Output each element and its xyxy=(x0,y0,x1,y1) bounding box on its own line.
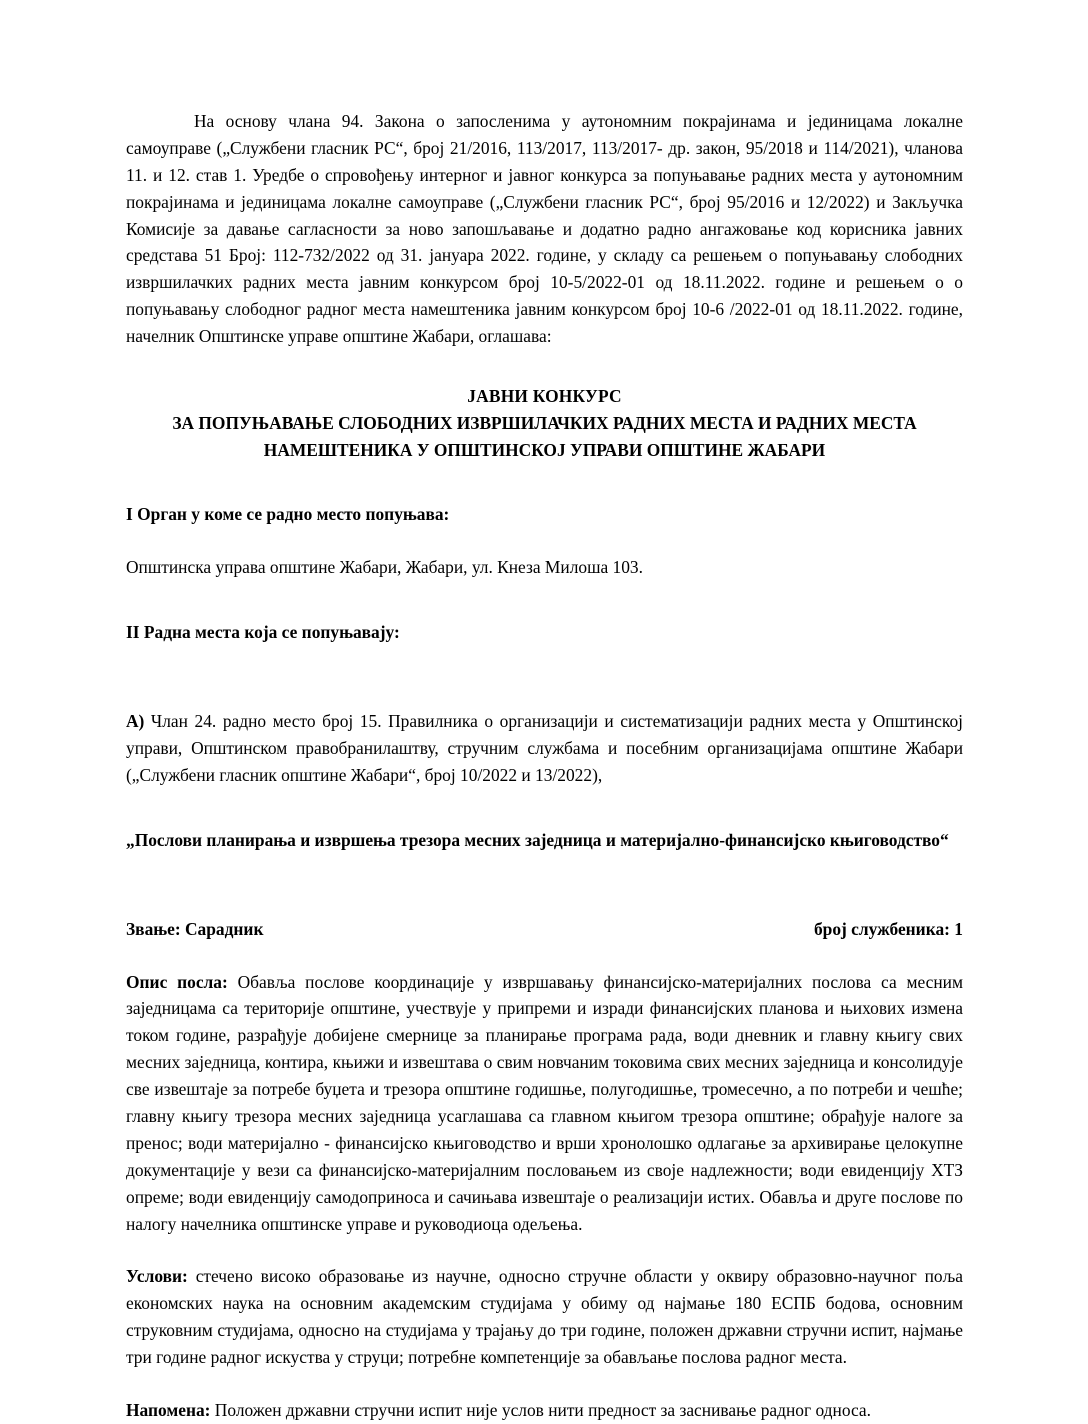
position-a-conditions-label: Услови: xyxy=(126,1266,188,1287)
position-a-note-label: Напомена: xyxy=(126,1400,211,1420)
section-one-body: Општинска управа општине Жабари, Жабари, ул. Кнеза Милоша 103. xyxy=(126,557,643,578)
spacer-before-job-title xyxy=(126,789,963,827)
spacer-before-rank xyxy=(126,854,963,916)
spacer-after-title xyxy=(126,463,963,501)
title-line-1: ЈАВНИ КОНКУРС xyxy=(467,386,622,407)
position-a-rank-row xyxy=(126,916,963,943)
spacer-before-description xyxy=(126,943,963,969)
section-two-heading: II Радна места која се попуњавају: xyxy=(126,622,400,643)
position-a-rank-label: Звање: Сарадник xyxy=(126,918,264,939)
spacer-section-one xyxy=(126,528,963,554)
position-a-count-label: број службеника: 1 xyxy=(813,918,963,939)
position-a-conditions xyxy=(126,1263,963,1371)
intro-paragraph: На основу члана 94. Закона о запосленима у аутономним покрајинама и јединицама локалне самоуправе („Службени гласник РС“, број 21/2016, 113/2017, 113/2017- др. закон, 95/2018 и 114/2021), чланова 11. и 12. став 1. Уредбе о спровођењу интерног и јавног конкурса за попуњавање радних места у аутономним покрајинама и јединицама локалне самоуправе („Службени гласник РС“, број 95/2016 и 12/2022) и Закључка Комисије за давање сагласности за ново запошљавање и додатно радно ангажовање код корисника јавних средстава 51 Број: 112-732/2022 од 31. јануара 2022. године, у складу са решењем о попуњавању слободних извршилачких радних места јавним конкурсом број 10-5/2022-01 од 18.11.2022. године и решењем о о попуњавању слободног радног места намештеника јавним конкурсом број 10-6 /2022-01 од 18.11.2022. године, начелник Општинске управе општине Жабари, оглашава: xyxy=(126,111,963,347)
position-a-legal-basis xyxy=(126,708,963,789)
position-a-note-text: Положен државни стручни испит није услов нити предност за заснивање радног односа. xyxy=(210,1400,871,1420)
spacer-before-section-two xyxy=(126,581,963,619)
position-a-note xyxy=(126,1397,963,1424)
announcement-title xyxy=(126,383,963,463)
position-a-description xyxy=(126,969,963,1238)
position-a-description-text: Обавља послове координације у извршавању финансијско-материјалних послова са месним заједницама са територије општине, учествује у припреми и изради финансијских планова и њихових измена током године, разрађује добијене смернице за планирање програма рада, води дневник и главну књигу свих месних заједница, контира, књижи и извештава о свим новчаним токовима свих месних заједница и консолидује све извештаје за потребе буџета и трезора општине годишње, полугодишње, тромесечно, а по потреби и чешће; главну књигу трезора месних заједница усаглашава са главном књигом трезора општине; обрађује налоге за пренос; води материјално - финансијско књиговодство и врши хронолошко одлагање за архивирање целокупне документације у вези са финансијско-материјалним пословањем из своје надлежности; води евиденцију ХТЗ опреме; води евиденцију самодоприноса и сачињава извештаје о реализацији истих. Обавља и друге послове по налогу начелника општинске управе и руководиоца одељења. xyxy=(126,971,963,1234)
section-one-heading: I Орган у коме се радно место попуњава: xyxy=(126,504,450,525)
title-line-2: ЗА ПОПУЊАВАЊЕ СЛОБОДНИХ ИЗВРШИЛАЧКИХ РАДНИХ МЕСТА И РАДНИХ МЕСТА xyxy=(172,412,917,433)
position-a-conditions-text: стечено високо образовање из научне, односно стручне области у оквиру образовно-научног поља економских наука на основним академским студијама у обиму од најмање 180 ЕСПБ бодова, основним струковним студијама, односно на студијама у трајању до три године, положен државни стручни испит, најмање три године радног искуства у струци; потребне компетенције за обављање послова радног места. xyxy=(126,1266,963,1368)
spacer-before-position-a xyxy=(126,646,963,708)
position-a-description-label: Опис посла: xyxy=(126,971,228,992)
position-a-legal-basis-text: Члан 24. радно место број 15. Правилника о организацији и систематизацији радних места у Општинској управи, Општинском правобранилаштву, стручним службама и посебним организацијама општине Жабари („Службени гласник општине Жабари“, број 10/2022 и 13/2022), xyxy=(126,711,963,785)
position-a-job-title: „Послови планирања и извршења трезора месних заједница и материјално-финансијско књиговодство“ xyxy=(126,829,949,850)
position-a-marker: А) xyxy=(126,711,145,732)
spacer-before-conditions xyxy=(126,1237,963,1263)
spacer-before-note xyxy=(126,1371,963,1397)
title-line-3: НАМЕШТЕНИКА У ОПШТИНСКОЈ УПРАВИ ОПШТИНЕ ЖАБАРИ xyxy=(263,439,826,460)
